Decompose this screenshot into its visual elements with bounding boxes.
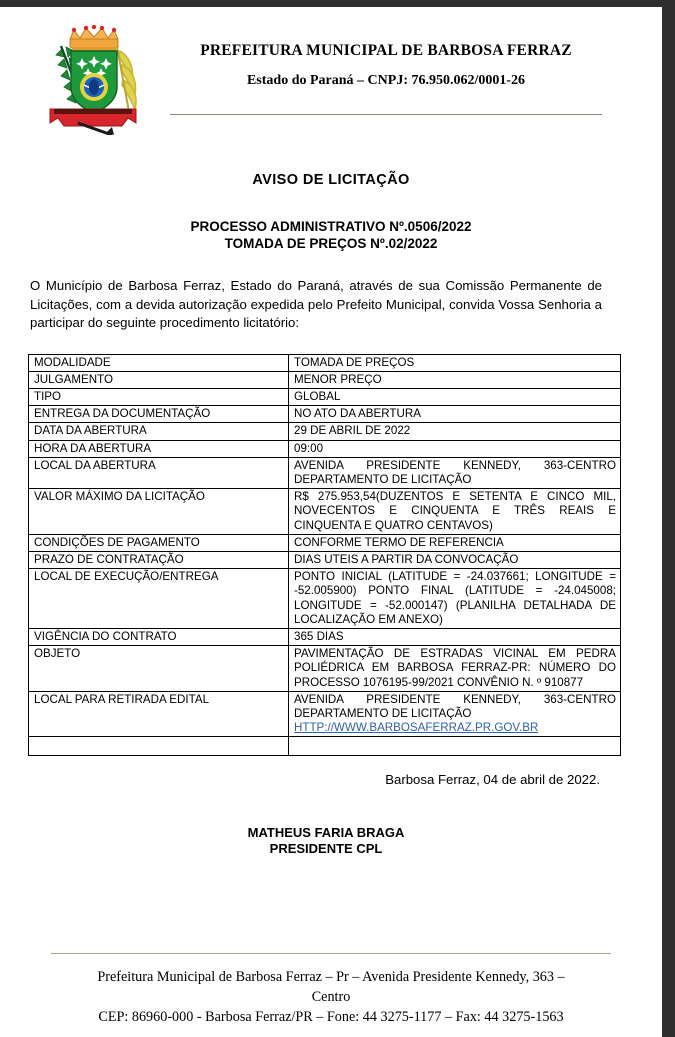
table-row-value: 365 DIAS	[289, 628, 621, 645]
window-right-band	[662, 0, 675, 1037]
notice-title-block	[0, 172, 662, 252]
intro-paragraph: O Município de Barbosa Ferraz, Estado do Paraná, através de sua Comissão Permanente de Licitações, com a devida autorização expedida pelo Prefeito Municipal, convida Vossa Senhoria a participar do seguinte procedimento licitatório:	[30, 278, 602, 330]
table-spacer-cell	[289, 737, 621, 756]
table-row	[29, 406, 621, 423]
table-row-key: VIGÊNCIA DO CONTRATO	[29, 628, 289, 645]
process-number: PROCESSO ADMINISTRATIVO Nº.0506/2022	[190, 219, 472, 234]
table-row-key: LOCAL DE EXECUÇÃO/ENTREGA	[29, 569, 289, 629]
table-row-value: DIAS UTEIS A PARTIR DA CONVOCAÇÃO	[289, 551, 621, 568]
footer-divider	[51, 953, 611, 954]
table-row-value: GLOBAL	[289, 388, 621, 405]
table-row-value: MENOR PREÇO	[289, 371, 621, 388]
retirada-address: AVENIDA PRESIDENTE KENNEDY, 363-CENTRO DEPARTAMENTO DE LICITAÇÃO	[294, 692, 616, 720]
table-row-key: TIPO	[29, 388, 289, 405]
signer-name: MATHEUS FARIA BRAGA	[247, 825, 405, 841]
table-row-value: TOMADA DE PREÇOS	[289, 354, 621, 371]
dateline: Barbosa Ferraz, 04 de abril de 2022.	[385, 772, 600, 788]
table-row-value	[289, 691, 621, 737]
header-titles	[170, 41, 602, 91]
page-footer	[0, 953, 662, 1027]
table-row-key: JULGAMENTO	[29, 371, 289, 388]
modality-number: TOMADA DE PREÇOS Nº.02/2022	[224, 236, 438, 251]
table-row	[29, 551, 621, 568]
document-page	[0, 7, 662, 1037]
table-row	[29, 354, 621, 371]
process-identifiers	[0, 218, 662, 252]
state-cnpj: Estado do Paraná – CNPJ: 76.950.062/0001-26	[246, 73, 526, 88]
table-row-key: LOCAL PARA RETIRADA EDITAL	[29, 691, 289, 737]
entity-name: PREFEITURA MUNICIPAL DE BARBOSA FERRAZ	[200, 42, 572, 59]
table-row-value: 09:00	[289, 440, 621, 457]
table-row-value: PONTO INICIAL (LATITUDE = -24.037661; LONGITUDE = -52.005900) PONTO FINAL (LATITUDE = -24.045008; LONGITUDE = -52.000147) (PLANILHA DETALHADA DE LOCALIZAÇÃO EM ANEXO)	[289, 569, 621, 629]
notice-title: AVISO DE LICITAÇÃO	[252, 172, 410, 188]
footer-line-2: Centro	[311, 989, 351, 1005]
table-row-key: HORA DA ABERTURA	[29, 440, 289, 457]
signer-role: PRESIDENTE CPL	[269, 841, 383, 857]
table-row-key: ENTREGA DA DOCUMENTAÇÃO	[29, 406, 289, 423]
table-row-value: NO ATO DA ABERTURA	[289, 406, 621, 423]
signature-block	[0, 825, 662, 857]
edital-url-line	[294, 721, 616, 735]
table-row-key: PRAZO DE CONTRATAÇÃO	[29, 551, 289, 568]
edital-url-link[interactable]: HTTP://WWW.BARBOSAFERRAZ.PR.GOV.BR	[294, 721, 539, 735]
footer-address	[36, 967, 626, 1027]
table-spacer-cell	[29, 737, 289, 756]
table-row-key: OBJETO	[29, 646, 289, 692]
table-row-value: 29 DE ABRIL DE 2022	[289, 423, 621, 440]
table-spacer-row	[29, 737, 621, 756]
footer-line-3: CEP: 86960-000 - Barbosa Ferraz/PR – Fone: 44 3275-1177 – Fax: 44 3275-1563	[98, 1009, 564, 1025]
document-header	[0, 7, 662, 132]
window-top-band	[0, 0, 675, 7]
table-row	[29, 628, 621, 645]
table-row-key: MODALIDADE	[29, 354, 289, 371]
table-row	[29, 691, 621, 737]
table-row	[29, 371, 621, 388]
table-row-value: PAVIMENTAÇÃO DE ESTRADAS VICINAL EM PEDRA POLIÉDRICA EM BARBOSA FERRAZ-PR: NÚMERO DO PROCESSO 1076195-99/2021 CONVÊNIO N. º 910877	[289, 646, 621, 692]
licitacao-table-wrapper	[28, 354, 662, 757]
table-row	[29, 489, 621, 535]
table-row	[29, 440, 621, 457]
footer-line-1: Prefeitura Municipal de Barbosa Ferraz – Pr – Avenida Presidente Kennedy, 363 –	[97, 969, 565, 985]
licitacao-table	[28, 354, 621, 757]
table-row-key: VALOR MÁXIMO DA LICITAÇÃO	[29, 489, 289, 535]
coat-of-arms-icon	[34, 25, 152, 135]
table-row-value: AVENIDA PRESIDENTE KENNEDY, 363-CENTRO DEPARTAMENTO DE LICITAÇÃO	[289, 457, 621, 488]
table-row-key: DATA DA ABERTURA	[29, 423, 289, 440]
table-row	[29, 534, 621, 551]
table-row	[29, 457, 621, 488]
header-divider	[170, 114, 602, 115]
table-row-value: CONFORME TERMO DE REFERENCIA	[289, 534, 621, 551]
table-row	[29, 646, 621, 692]
table-row-key: CONDIÇÕES DE PAGAMENTO	[29, 534, 289, 551]
table-row-value: R$ 275.953,54(DUZENTOS E SETENTA E CINCO MIL, NOVECENTOS E CINQUENTA E TRÊS REAIS E CINQUENTA E QUATRO CENTAVOS)	[289, 489, 621, 535]
table-row	[29, 569, 621, 629]
table-row	[29, 388, 621, 405]
table-row-key: LOCAL DA ABERTURA	[29, 457, 289, 488]
table-row	[29, 423, 621, 440]
